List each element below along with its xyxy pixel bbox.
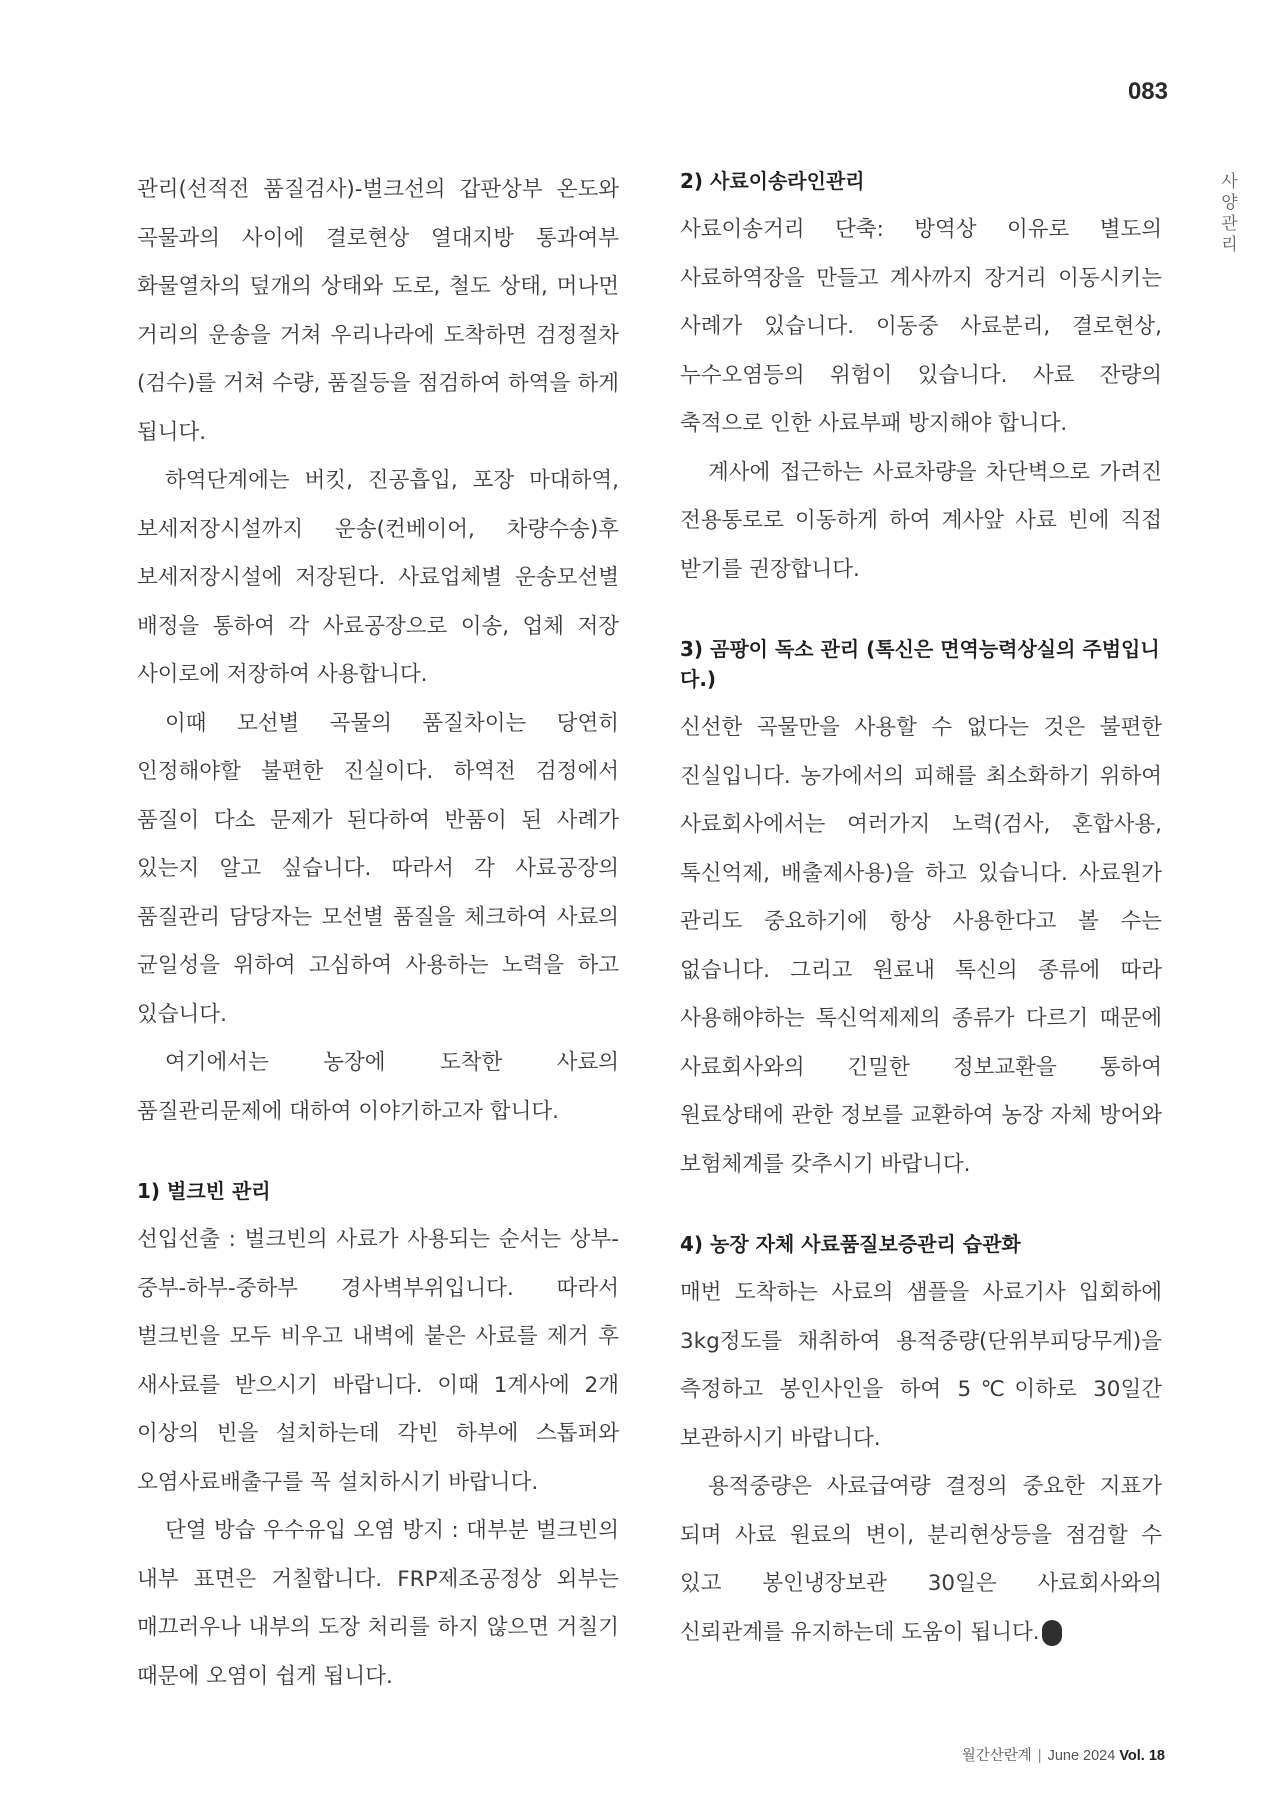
section-heading: 3) 곰팡이 독소 관리 (톡신은 면역능력상실의 주범입니다.) — [680, 637, 1160, 691]
mycotoxin-section — [680, 634, 1162, 1189]
body-paragraph: 여기에서는 농장에 도착한 사료의 품질관리문제에 대하여 이야기하고자 합니다. — [137, 1050, 619, 1124]
body-paragraph: 하역단계에는 버킷, 진공흡입, 포장 마대하역, 보세저장시설까지 운송(컨베이어, 차량수송)후 보세저장시설에 저장된다. 사료업체별 운송모선별 배정을 통하여 각 사료공장으로 이송, 업체 저장 사이로에 저장하여 사용합니다. — [137, 468, 619, 687]
page-number: 083 — [1127, 78, 1168, 105]
issue-date: June 2024 — [1047, 1748, 1116, 1764]
paragraph-text: 용적중량은 사료급여량 결정의 중요한 지표가 되며 사료 원료의 변이, 분리현상등을 점검할 수 있고 봉인냉장보관 30일은 사료회사와의 신뢰관계를 유지하는데 도움이 됩니다. — [680, 1474, 1162, 1645]
body-paragraph: 단열 방습 우수유입 오염 방지 : 대부분 벌크빈의 내부 표면은 거칠합니다. FRP제조공정상 외부는 매끄러우나 내부의 도장 처리를 하지 않으면 거칠기 때문에 오염이 쉽게 됩니다. — [137, 1518, 619, 1689]
body-paragraph: 매번 도착하는 사료의 샘플을 사료기사 입회하에 3kg정도를 채취하여 용적중량(단위부피당무게)을 측정하고 봉인사인을 하여 5℃이하로 30일간 보관하시기 바랍니다. — [680, 1280, 1162, 1451]
body-paragraph: 신선한 곡물만을 사용할 수 없다는 것은 불편한 진실입니다. 농가에서의 피해를 최소화하기 위하여 사료회사에서는 여러가지 노력(검사, 혼합사용, 톡신억제, 배출제사용)을 하고 있습니다. 사료원가 관리도 중요하기에 항상 사용한다고 볼 수는 없습니다. 그리고 원료내 톡신의 종류에 따라 사용해야하는 톡신억제제의 종류가 다르기 때문에 사료회사와의 긴밀한 정보교환을 통하여 원료상태에 관한 정보를 교환하여 농장 자체 방어와 보험체계를 갖추시기 바랍니다. — [680, 715, 1162, 1177]
body-paragraph: 이때 모선별 곡물의 품질차이는 당연히 인정해야할 불편한 진실이다. 하역전 검정에서 품질이 다소 문제가 된다하여 반품이 된 사례가 있는지 알고 싶습니다. 따라서 각 사료공장의 품질관리 담당자는 모선별 품질을 체크하여 사료의 균일성을 위하여 고심하여 사용하는 노력을 하고 있습니다. — [137, 710, 619, 1027]
section-heading: 4) 농장 자체 사료품질보증관리 습관화 — [680, 1232, 1021, 1256]
right-column — [680, 166, 1162, 1657]
intro-section — [137, 166, 619, 1136]
feed-transfer-section — [680, 166, 1162, 594]
publication-name: 월간산란계 — [961, 1748, 1032, 1764]
section-heading: 1) 벌크빈 관리 — [137, 1179, 271, 1203]
left-column — [137, 166, 619, 1701]
volume-number: Vol. 18 — [1119, 1748, 1165, 1764]
article-end-mark-icon — [1042, 1620, 1062, 1646]
quality-assurance-section — [680, 1229, 1162, 1657]
footer-divider: | — [1037, 1748, 1042, 1764]
section-side-tab: 사양관리 — [1217, 172, 1237, 256]
body-paragraph: 사료이송거리 단축: 방역상 이유로 별도의 사료하역장을 만들고 계사까지 장거리 이동시키는 사례가 있습니다. 이동중 사료분리, 결로현상, 누수오염등의 위험이 있습니다. 사료 잔량의 축적으로 인한 사료부패 방지해야 합니다. — [680, 217, 1162, 436]
body-paragraph: 계사에 접근하는 사료차량을 차단벽으로 가려진 전용통로로 이동하게 하여 계사앞 사료 빈에 직접 받기를 권장합니다. — [680, 459, 1162, 582]
section-heading: 2) 사료이송라인관리 — [680, 169, 865, 193]
body-paragraph: 선입선출 : 벌크빈의 사료가 사용되는 순서는 상부-중부-하부-중하부 경사벽부위입니다. 따라서 벌크빈을 모두 비우고 내벽에 붙은 사료를 제거 후 새사료를 받으시기 바랍니다. 이때 1계사에 2개 이상의 빈을 설치하는데 각빈 하부에 스톱퍼와 오염사료배출구를 꼭 설치하시기 바랍니다. — [137, 1227, 619, 1495]
bulk-bin-section — [137, 1176, 619, 1701]
body-paragraph — [680, 1463, 1162, 1657]
body-paragraph: 관리(선적전 품질검사)-벌크선의 갑판상부 온도와 곡물과의 사이에 결로현상 열대지방 통과여부 화물열차의 덮개의 상태와 도로, 철도 상태, 머나먼 거리의 운송을 거쳐 우리나라에 도착하면 검정절차(검수)를 거쳐 수량, 품질등을 점검하여 하역을 하게 됩니다. — [137, 177, 619, 445]
page-footer — [900, 1744, 1165, 1765]
